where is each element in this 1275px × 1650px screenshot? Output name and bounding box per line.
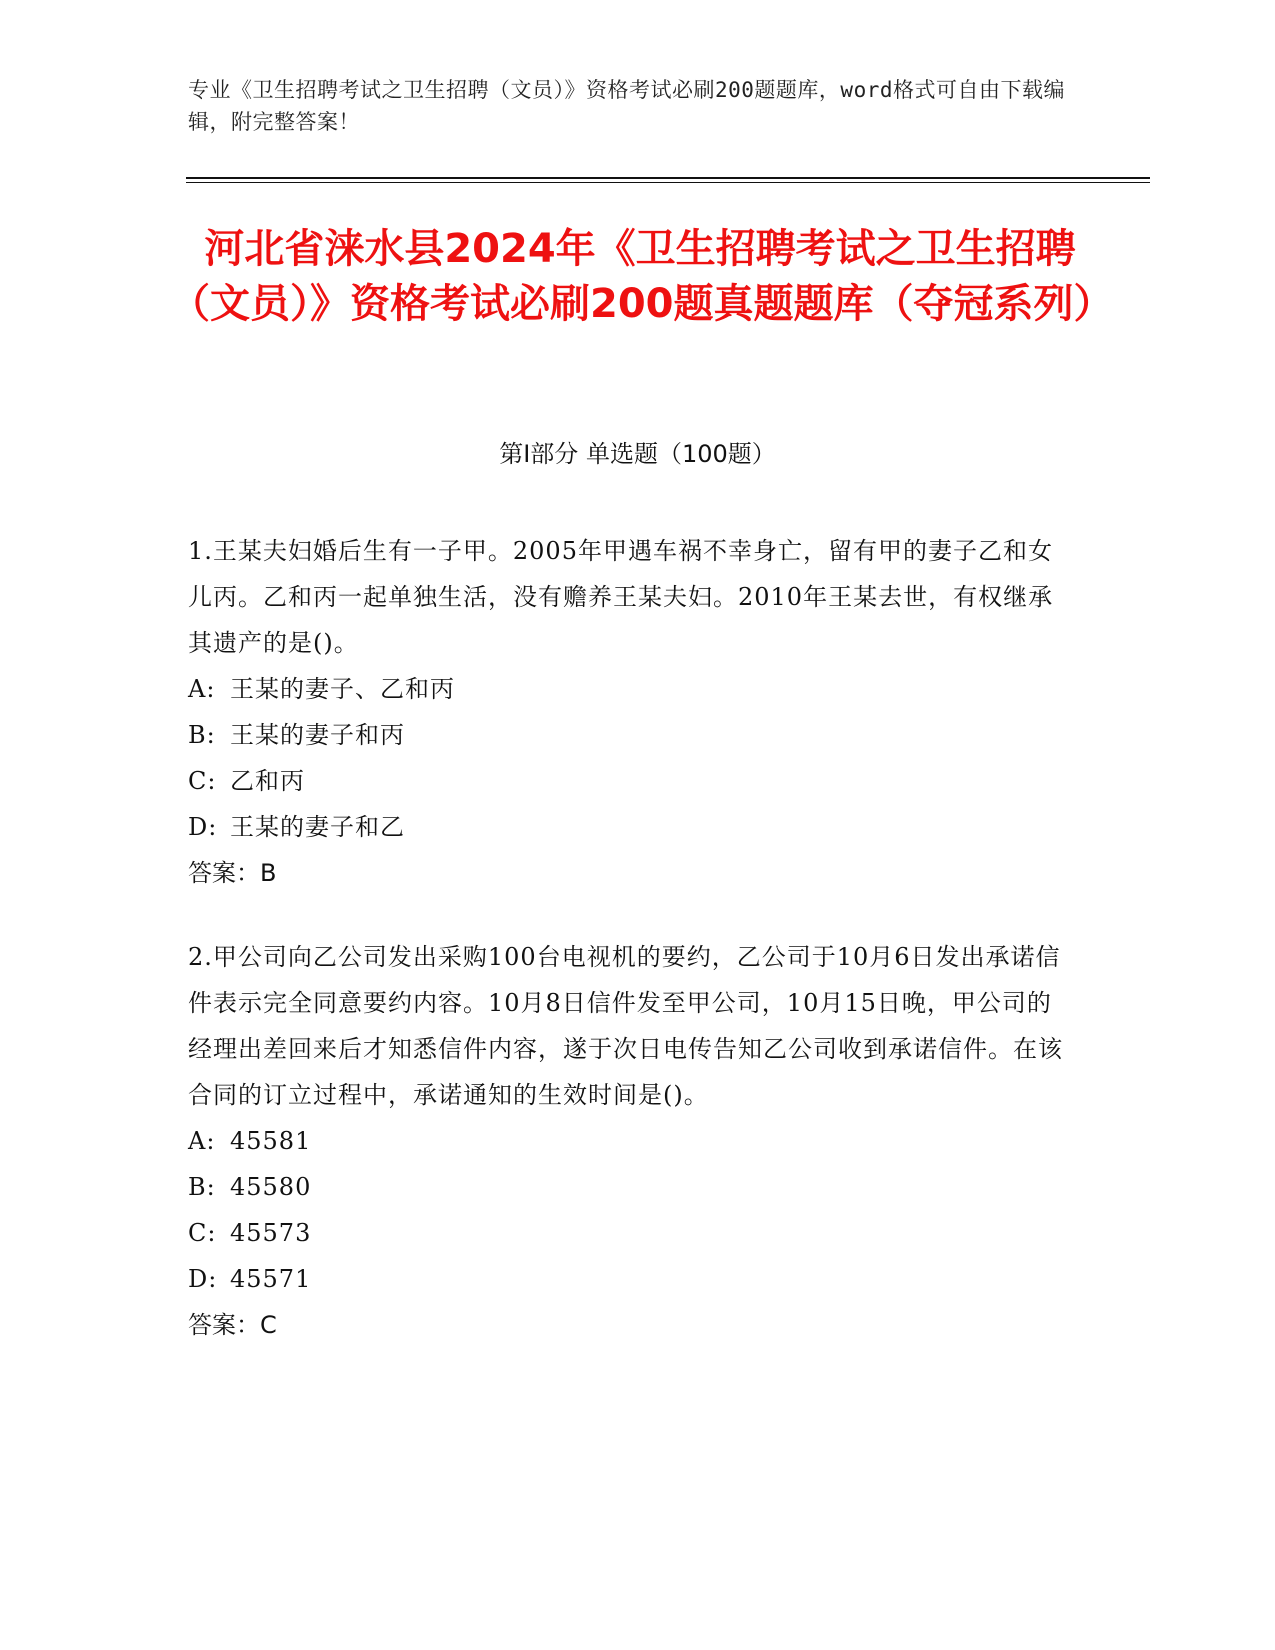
option-d <box>188 804 1068 850</box>
option-key: D: <box>188 813 218 841</box>
option-text: 王某的妻子和丙 <box>230 721 405 749</box>
document-title: 河北省涞水县2024年《卫生招聘考试之卫生招聘（文员）》资格考试必刷200题真题题库（夺冠系列） <box>170 226 1114 327</box>
option-key: B: <box>188 721 216 749</box>
option-c <box>188 758 1068 804</box>
answer-line: 答案：B <box>188 859 277 887</box>
option-c <box>188 1210 1068 1256</box>
option-text: 王某的妻子和乙 <box>230 813 405 841</box>
option-a <box>188 1118 1068 1164</box>
option-b <box>188 1164 1068 1210</box>
question-stem: 1.王某夫妇婚后生有一子甲。2005年甲遇车祸不幸身亡，留有甲的妻子乙和女儿丙。乙和丙一起单独生活，没有赡养王某夫妇。2010年王某去世，有权继承其遗产的是()。 <box>188 537 1054 657</box>
question-block <box>188 528 1068 896</box>
option-key: C: <box>188 1219 217 1247</box>
question-stem: 2.甲公司向乙公司发出采购100台电视机的要约，乙公司于10月6日发出承诺信件表示完全同意要约内容。10月8日信件发至甲公司，10月15日晚，甲公司的经理出差回来后才知悉信件内容，遂于次日电传告知乙公司收到承诺信件。在该合同的订立过程中，承诺通知的生效时间是()。 <box>188 943 1063 1109</box>
option-key: D: <box>188 1265 218 1293</box>
header-rule-thick <box>186 177 1150 179</box>
option-d <box>188 1256 1068 1302</box>
header-note: 专业《卫生招聘考试之卫生招聘（文员）》资格考试必刷200题题库，word格式可自由下载编辑，附完整答案！ <box>188 78 1065 134</box>
option-key: B: <box>188 1173 216 1201</box>
section-heading: 第I部分 单选题（100题） <box>499 440 776 468</box>
option-text: 乙和丙 <box>230 767 305 795</box>
option-a <box>188 666 1068 712</box>
option-text: 45580 <box>230 1173 312 1201</box>
option-text: 45581 <box>230 1127 312 1155</box>
option-key: A: <box>188 675 216 703</box>
answer-line: 答案：C <box>188 1311 277 1339</box>
option-text: 45571 <box>230 1265 312 1293</box>
option-b <box>188 712 1068 758</box>
option-key: C: <box>188 767 217 795</box>
option-text: 45573 <box>230 1219 312 1247</box>
header-rule-thin <box>186 182 1150 183</box>
question-block <box>188 934 1068 1348</box>
option-key: A: <box>188 1127 216 1155</box>
option-text: 王某的妻子、乙和丙 <box>230 675 455 703</box>
